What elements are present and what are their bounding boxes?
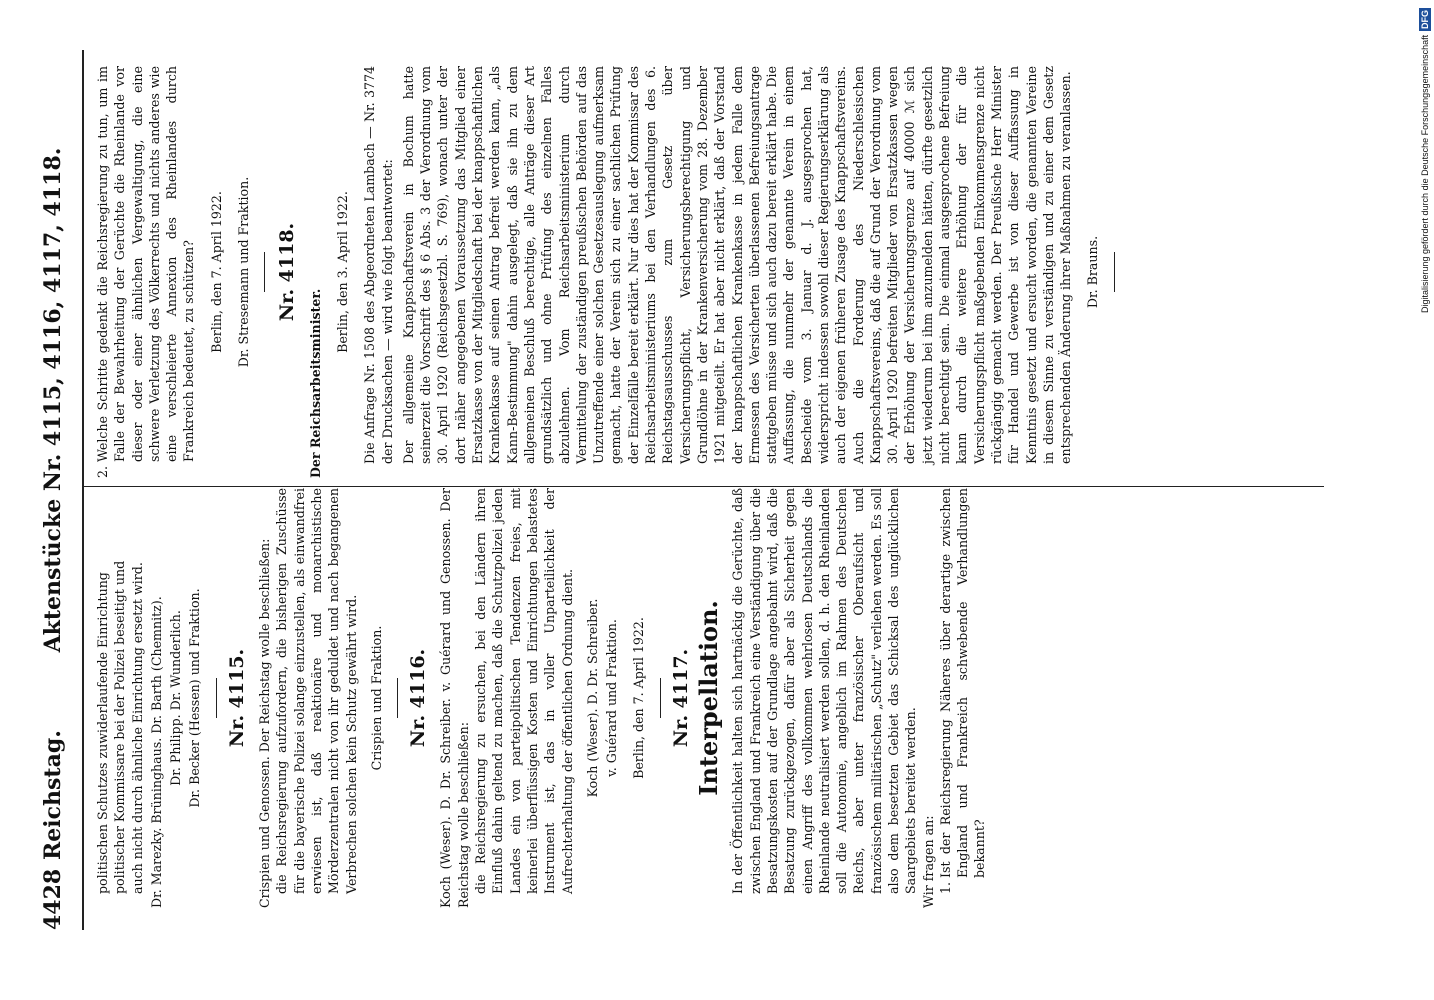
question-text: Welche Schritte gedenkt die Reichsregierung zu tun, um im Falle der Bewahrheitung der Gerüchte die Rheinlande vor dieser oder einer ähnlichen Vergewaltigung, die eine schwere Verletzung des Völkerrechts und nichts anderes wie eine verschleierte Annexion des Rheinlandes durch Frankreich bedeutet, zu schützen? <box>95 66 197 462</box>
signature-line: Dr. Brauns. <box>1085 235 1101 309</box>
divider <box>397 678 398 718</box>
section-heading-4118: Nr. 4118. <box>276 222 299 322</box>
signature-line: Dr. Philipp. Dr. Wunderlich. <box>168 610 184 786</box>
page-header <box>40 50 74 930</box>
running-title: Reichstag. <box>40 730 66 860</box>
section-heading-4115: Nr. 4115. <box>225 648 248 748</box>
text-line: politischen Schutzes zuwiderlaufende Einrichtung <box>95 572 110 894</box>
motion-text: die Reichsregierung aufzufordern, die bisherigen Zuschüsse für die bayerische Polizei solange einzustellen, als einwandfrei erwiesen ist, daß reaktionäre und monarchistische Mörderzentralen nicht von ihr geduldet und nach begangenen Verbrechen solchen kein Schutz gewährt wird. <box>274 488 359 894</box>
question-2 <box>94 66 198 478</box>
date-line: Berlin, den 7. April 1922. <box>631 617 647 779</box>
signature-line: v. Guérard und Fraktion. <box>604 619 620 777</box>
signature-line: Koch (Weser). D. Dr. Schreiber. <box>584 598 600 798</box>
date-line: Berlin, den 3. April 1922. <box>334 191 350 353</box>
date-line: Berlin, den 7. April 1922. <box>208 191 224 353</box>
credit-text: Digitalisierung gefördert durch die Deutsche Forschungsgemeinschaft <box>1420 35 1430 314</box>
divider <box>660 678 661 718</box>
section-heading-4117: Nr. 4117. <box>669 648 692 748</box>
text-line: auch nicht durch ähnliche Einrichtung ersetzt wird. <box>129 562 145 894</box>
reply-intro: Die Anfrage Nr. 1508 des Abgeordneten Lambach — Nr. 3774 der Drucksachen — wird wie folgt beantwortet: <box>362 66 395 464</box>
signature-line: Dr. Stresemann und Fraktion. <box>236 176 252 368</box>
divider <box>1114 252 1115 292</box>
signature-line: Dr. Becker (Hessen) und Fraktion. <box>187 588 203 808</box>
text-line: politischer Kommissare bei der Polizei beseitigt und <box>112 560 128 894</box>
sender-line: Der Reichsarbeitsminister. <box>307 288 323 478</box>
digitization-credit <box>1418 8 1432 992</box>
divider <box>216 678 217 718</box>
header-rule <box>82 50 84 930</box>
motion-intro: Koch (Weser). D. Dr. Schreiber. v. Guérard und Genossen. Der Reichstag wolle beschließen: <box>438 488 471 908</box>
reply-text: Der allgemeine Knappschaftsverein in Bochum hatte seinerzeit die Vorschrift des § 6 Abs. 3 der Verordnung vom 30. April 1920 (Reichsgesetzbl. S. 769), wonach unter der dort näher angegebenen Voraussetzung das Mitglied einer Ersatzkasse von der Mitgliedschaft bei der knappschaftlichen Krankenkasse auf seinen Antrag befreit werden kann, „als Kann-Bestimmung" dahin ausgelegt, daß sie ihn zu dem allgemeinen Beschluß berechtige, alle Anträge dieser Art grundsätzlich und ohne Prüfung des einzelnen Falles abzulehnen. Vom Reichsarbeitsministerium durch Vermittelung der zuständigen preußischen Behörden auf das Unzutreffende einer solchen Gesetzesauslegung aufmerksam gemacht, hatte der Verein sich zu einer sachlichen Prüfung der Einzelfälle bereit erklärt. Nur dies hat der Kommissar des Reichsarbeitsministeriums bei den Verhandlungen des 6. Reichstagsausschusses zum Gesetz über Versicherungspflicht, Versicherungsberechtigung und Grundlöhne in der Krankenversicherung vom 28. Dezember 1921 mitgeteilt. Er hat aber nicht erklärt, daß der Vorstand der knappschaftlichen Krankenkasse in jedem Falle dem Ermessen des Versicherten überlassenen Befreiungsantrage stattgeben müsse und sich auch dazu bereit erklärt habe. Die Auffassung, die nunmehr der genannte Verein in einem Bescheide vom 3. Januar d. J. ausgesprochen hat, widerspricht indessen sowohl dieser Regierungserklärung als auch der eigenen früheren Zusage des Knappschaftsvereins. Auch die Forderung des Niederschlesischen Knappschaftsvereins, daß die auf Grund der Verordnung vom 30. April 1920 befreiten Mitglieder von Ersatzkassen wegen der Erhöhung der Versicherungsgrenze auf 40000 ℳ sich jetzt wiederum bei ihm anzumelden hätten, dürfte gesetzlich nicht berechtigt sein. Die einmal ausgesprochene Befreiung kann durch die weitere Erhöhung der für die Versicherungspflicht maßgebenden Einkommensgrenze nicht rückgängig gemacht werden. Der Preußische Herr Minister für Handel und Gewerbe ist von dieser Auffassung in Kenntnis gesetzt und ersucht worden, die genannten Vereine in diesem Sinne zu verständigen und zu einer dem Gesetz entsprechenden Änderung ihrer Maßnahmen zu veranlassen. <box>400 66 1074 464</box>
question-1 <box>937 488 989 908</box>
divider <box>264 252 265 292</box>
signature-line: Crispien und Fraktion. <box>368 625 384 771</box>
motion-text: die Reichsregierung zu ersuchen, bei den Ländern ihren Einfluß dahin geltend zu machen, daß die Schutzpolizei jeden Landes ein von parteipolitischen Tendenzen freies, mit keinerlei überflüssigen Kosten und Einrichtungen belastetes Instrument ist, das in voller Unparteilichkeit der Aufrechterhaltung der öffentlichen Ordnung dient. <box>473 488 575 894</box>
interpellation-text: In der Öffentlichkeit halten sich hartnäckig die Gerüchte, daß zwischen England und Frankreich eine Verständigung über die Besatzungskosten auf der Grundlage angebahnt wird, daß die Besatzung zurückgezogen, dafür aber als Sicherheit gegen einen Angriff des vollkommen wehrlosen Deutschlands die Rheinlande neutralisiert werden sollen, d. h. den Rheinlanden soll die Autonomie, angeblich im Rahmen des Deutschen Reichs, aber unter französischer Oberaufsicht und französischem militärischen „Schutz" verliehen werden. Es soll also dem besetzten Gebiet das Schicksal des unglücklichen Saargebiets bereitet werden. <box>730 488 919 894</box>
interpellation-title: Interpellation. <box>694 600 724 796</box>
column-separator <box>84 486 1324 487</box>
list-number: 2. <box>95 465 110 478</box>
section-heading-4116: Nr. 4116. <box>407 648 430 748</box>
page-number: 4428 <box>40 868 66 930</box>
question-intro: Wir fragen an: <box>920 815 936 908</box>
motion-intro: Crispien und Genossen. Der Reichstag wolle beschließen: <box>257 538 273 908</box>
signature-line: Dr. Marezky. Brüninghaus. Dr. Barth (Chemnitz). <box>148 596 164 908</box>
question-text: Ist der Reichsregierung Näheres über derartige zwischen England und Frankreich schwebende Verhandlungen bekannt? <box>937 488 988 878</box>
left-column <box>94 488 1299 908</box>
dfg-logo: DFG <box>1420 10 1430 29</box>
list-number: 1. <box>937 881 953 894</box>
right-column <box>94 66 1309 478</box>
document-title: Aktenstücke Nr. 4115, 4116, 4117, 4118. <box>40 147 66 653</box>
